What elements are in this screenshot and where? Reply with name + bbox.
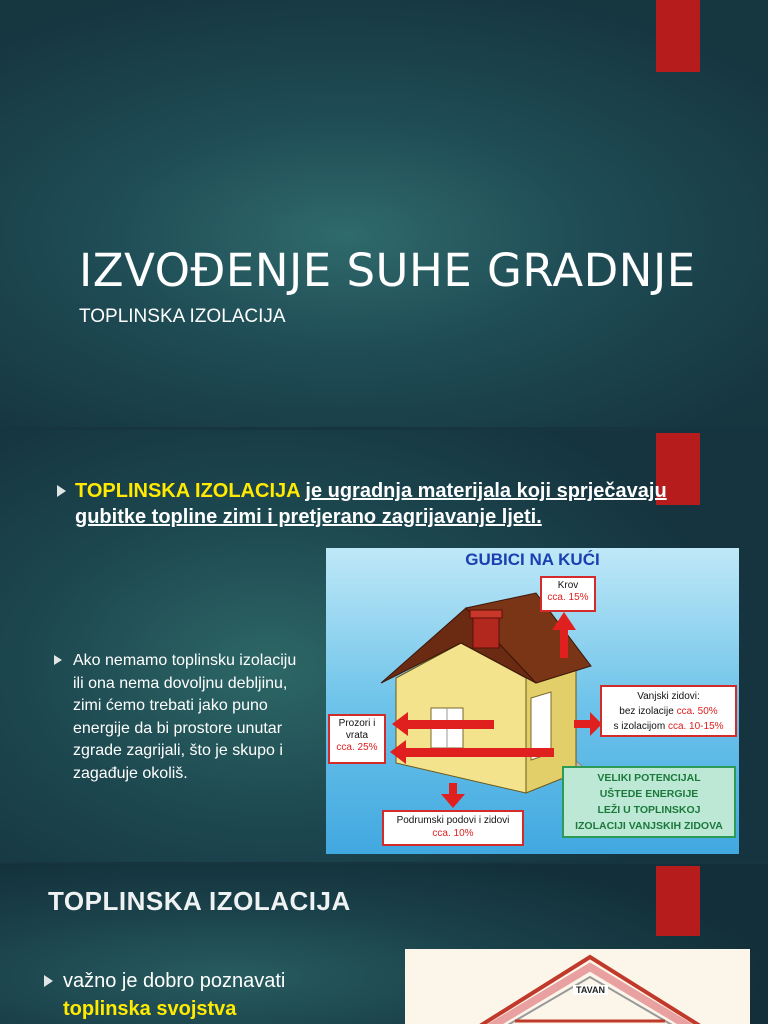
label-walls-with-pct: cca. 10-15%	[667, 721, 724, 732]
content-slide	[0, 430, 768, 862]
bullet-arrow-icon	[57, 485, 66, 497]
slide-subtitle: TOPLINSKA IZOLACIJA	[79, 306, 286, 327]
slide-title: IZVOĐENJE SUHE GRADNJE	[79, 244, 696, 297]
potential-line4: IZOLACIJI VANJSKIH ZIDOVA	[575, 820, 723, 832]
bullet-arrow-icon	[44, 975, 53, 987]
label-walls-without-pct: cca. 50%	[676, 706, 718, 717]
bullet-arrow-icon	[54, 655, 62, 665]
label-roof-pct: cca. 15%	[547, 592, 589, 603]
label-walls-without: bez izolacije	[619, 706, 674, 717]
heat-loss-diagram	[326, 548, 739, 854]
label-basement	[382, 810, 524, 846]
label-walls	[600, 685, 737, 737]
label-windows-title2: vrata	[345, 730, 369, 741]
properties-text: važno je dobro poznavati	[63, 970, 286, 992]
label-walls-title: Vanjski zidovi:	[637, 691, 700, 702]
label-windows	[328, 714, 386, 764]
label-basement-title: Podrumski podovi i zidovi	[396, 815, 510, 826]
red-accent-bar	[656, 866, 700, 936]
label-roof-title: Krov	[557, 580, 579, 591]
insulation-slide	[0, 864, 768, 1024]
explanation-text: Ako nemamo toplinsku izolaciju ili ona nema dovoljnu debljinu, zimi ćemo trebati jako puno energije da bi prostore unutar zgrade zagrijali, što je skupo i zagađuje okoliš.	[73, 652, 297, 782]
diagram-title: GUBICI NA KUĆI	[465, 550, 600, 569]
label-basement-pct: cca. 10%	[432, 828, 474, 839]
potential-line3: LEŽI U TOPLINSKOJ	[597, 804, 701, 816]
label-windows-title: Prozori i	[338, 718, 376, 729]
title-slide	[0, 0, 768, 427]
label-potential	[562, 766, 736, 838]
potential-line2: UŠTEDE ENERGIJE	[599, 788, 699, 800]
term-highlight: TOPLINSKA IZOLACIJA	[75, 480, 300, 502]
properties-highlight: toplinska svojstva	[63, 998, 237, 1020]
attic-label: TAVAN	[573, 985, 608, 995]
bullet-properties	[44, 967, 384, 1023]
label-roof	[540, 576, 596, 612]
definition-text: je ugradnja materijala koji sprječavaju gubitke topline zimi i pretjerano zagrijavanje ljeti.	[75, 480, 667, 528]
bullet-explanation	[54, 650, 299, 786]
label-walls-with: s izolacijom	[613, 721, 666, 732]
red-accent-bar	[656, 0, 700, 72]
label-windows-pct: cca. 25%	[336, 742, 378, 753]
potential-line1: VELIKI POTENCIJAL	[597, 772, 701, 784]
slide3-title: TOPLINSKA IZOLACIJA	[48, 886, 351, 916]
bullet-definition	[57, 478, 697, 530]
attic-diagram	[405, 949, 750, 1024]
